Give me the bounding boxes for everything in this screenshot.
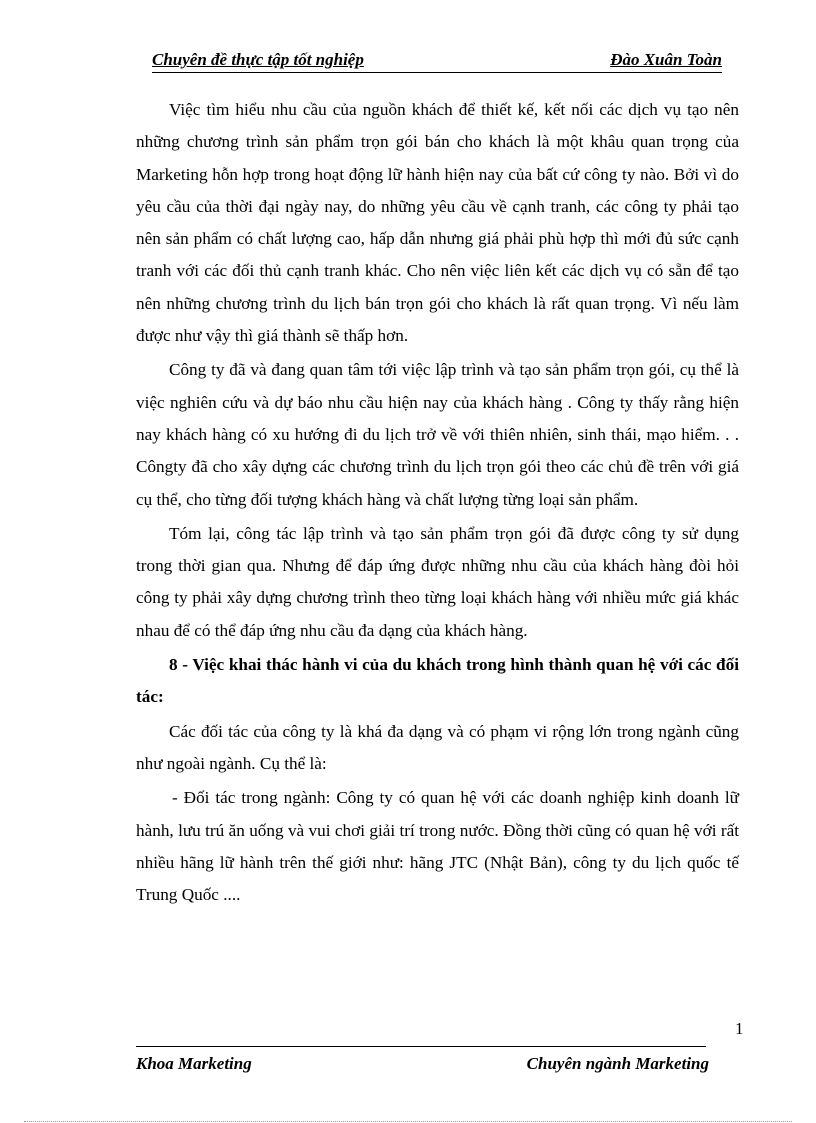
page-footer	[136, 1054, 709, 1076]
footer-divider	[136, 1046, 706, 1047]
paragraph-summary: Tóm lại, công tác lập trình và tạo sản phẩm trọn gói đã được công ty sử dụng trong thời gian qua. Nhưng để đáp ứng được những nhu cầu của khách hàng đòi hỏi công ty phải xây dựng chương trình theo từng loại khách hàng với nhiều mức giá khác nhau để có thể đáp ứng nhu cầu đa dạng của khách hàng.	[136, 523, 739, 640]
bullet-industry-partners: - Đối tác trong ngành: Công ty có quan hệ với các doanh nghiệp kinh doanh lữ hành, lưu trú ăn uống và vui chơi giải trí trong nước. Đồng thời cũng có quan hệ với rất nhiều hãng lữ hành trên thế giới như: hãng JTC (Nhật Bản), công ty du lịch quốc tế Trung Quốc ....	[136, 788, 739, 905]
footer-major: Chuyên ngành Marketing	[526, 1054, 709, 1073]
paragraph-partners: Các đối tác của công ty là khá đa dạng và có phạm vi rộng lớn trong ngành cũng như ngoài ngành. Cụ thể là:	[136, 721, 739, 773]
paragraph-intro: Việc tìm hiểu nhu cầu của nguồn khách để thiết kế, kết nối các dịch vụ tạo nên những chương trình sản phẩm trọn gói bán cho khách là một khâu quan trọng của Marketing hỗn hợp trong hoạt động lữ hành hiện nay của bất cứ công ty nào. Bởi vì do yêu cầu của thời đại ngày nay, do những yêu cầu về cạnh tranh, các công ty phải tạo nên sản phẩm có chất lượng cao, hấp dẫn nhưng giá phải phù hợp thì mới đủ sức cạnh tranh với các đối thủ cạnh tranh khác. Cho nên việc liên kết các dịch vụ có sẵn để tạo nên những chương trình du lịch bán trọn gói cho khách là rất quan trọng. Vì nếu làm được như vậy thì giá thành sẽ thấp hơn.	[136, 100, 739, 346]
section-heading: 8 - Việc khai thác hành vi của du khách trong hình thành quan hệ với các đối tác:	[136, 655, 739, 707]
header-document-title: Chuyên đề thực tập tốt nghiệp	[152, 50, 364, 69]
page-header	[152, 50, 722, 73]
page-number: 1	[735, 1019, 744, 1038]
document-body	[136, 94, 739, 913]
page-bottom-divider	[24, 1121, 792, 1122]
footer-faculty: Khoa Marketing	[136, 1054, 252, 1073]
header-author-name: Đào Xuân Toàn	[610, 50, 722, 69]
paragraph-company-packages: Công ty đã và đang quan tâm tới việc lập trình và tạo sản phẩm trọn gói, cụ thể là việc nghiên cứu và dự báo nhu cầu hiện nay của khách hàng . Công ty thấy rằng hiện nay khách hàng có xu hướng đi du lịch trở về với thiên nhiên, sinh thái, mạo hiểm. . . Côngty đã cho xây dựng các chương trình du lịch trọn gói theo các chủ đề trên với giá cụ thể, cho từng đối tượng khách hàng và chất lượng từng loại sản phẩm.	[136, 360, 739, 509]
